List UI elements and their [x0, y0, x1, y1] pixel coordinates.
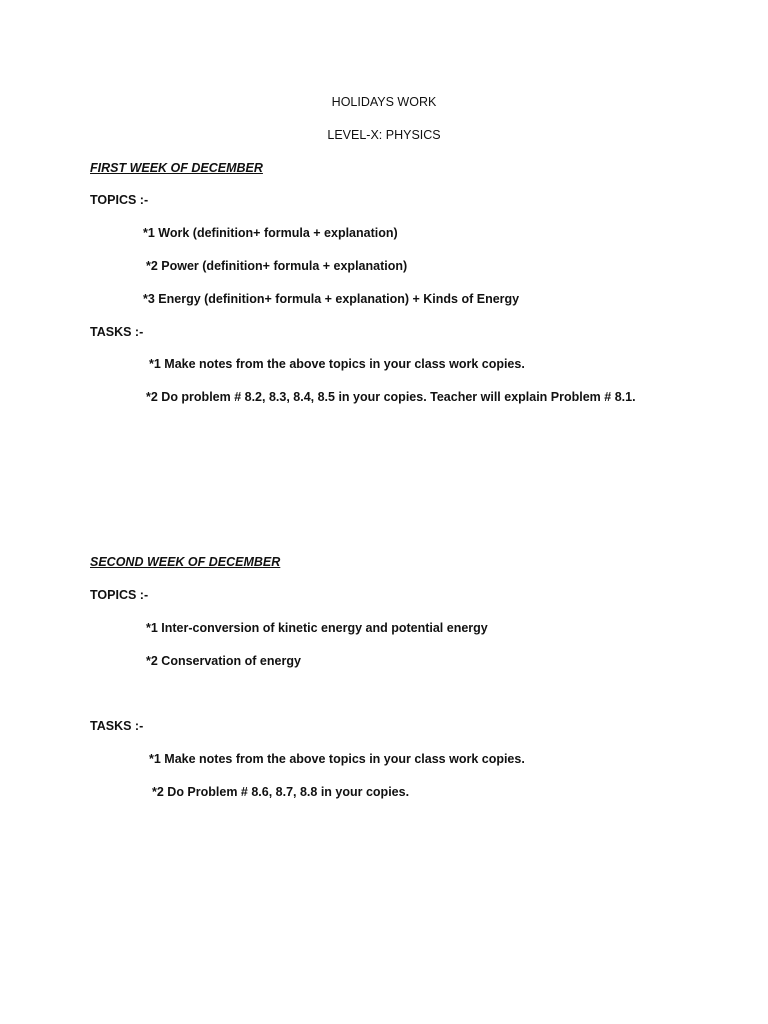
- week2-task-item: *2 Do Problem # 8.6, 8.7, 8.8 in your copies.: [152, 785, 410, 799]
- week2-tasks-label: TASKS :-: [90, 719, 144, 733]
- week1-topic-item: *1 Work (definition+ formula + explanation): [143, 226, 398, 240]
- week1-task-item: *2 Do problem # 8.2, 8.3, 8.4, 8.5 in your copies. Teacher will explain Problem # 8.1.: [146, 390, 636, 404]
- week2-task-item: *1 Make notes from the above topics in your class work copies.: [149, 752, 525, 766]
- week2-topics-label: TOPICS :-: [90, 588, 149, 602]
- week2-topic-item: *2 Conservation of energy: [146, 654, 301, 668]
- week1-topics-label: TOPICS :-: [90, 193, 149, 207]
- document-subtitle: LEVEL-X: PHYSICS: [327, 128, 441, 142]
- week1-tasks-label: TASKS :-: [90, 325, 144, 339]
- week1-task-item: *1 Make notes from the above topics in your class work copies.: [149, 357, 525, 371]
- week1-topic-item: *2 Power (definition+ formula + explanation): [146, 259, 408, 273]
- document-title: HOLIDAYS WORK: [331, 95, 437, 109]
- week2-topic-item: *1 Inter-conversion of kinetic energy and potential energy: [146, 621, 488, 635]
- week1-heading: FIRST WEEK OF DECEMBER: [90, 161, 263, 175]
- week1-topic-item: *3 Energy (definition+ formula + explanation) + Kinds of Energy: [143, 292, 520, 306]
- week2-heading: SECOND WEEK OF DECEMBER: [90, 555, 281, 569]
